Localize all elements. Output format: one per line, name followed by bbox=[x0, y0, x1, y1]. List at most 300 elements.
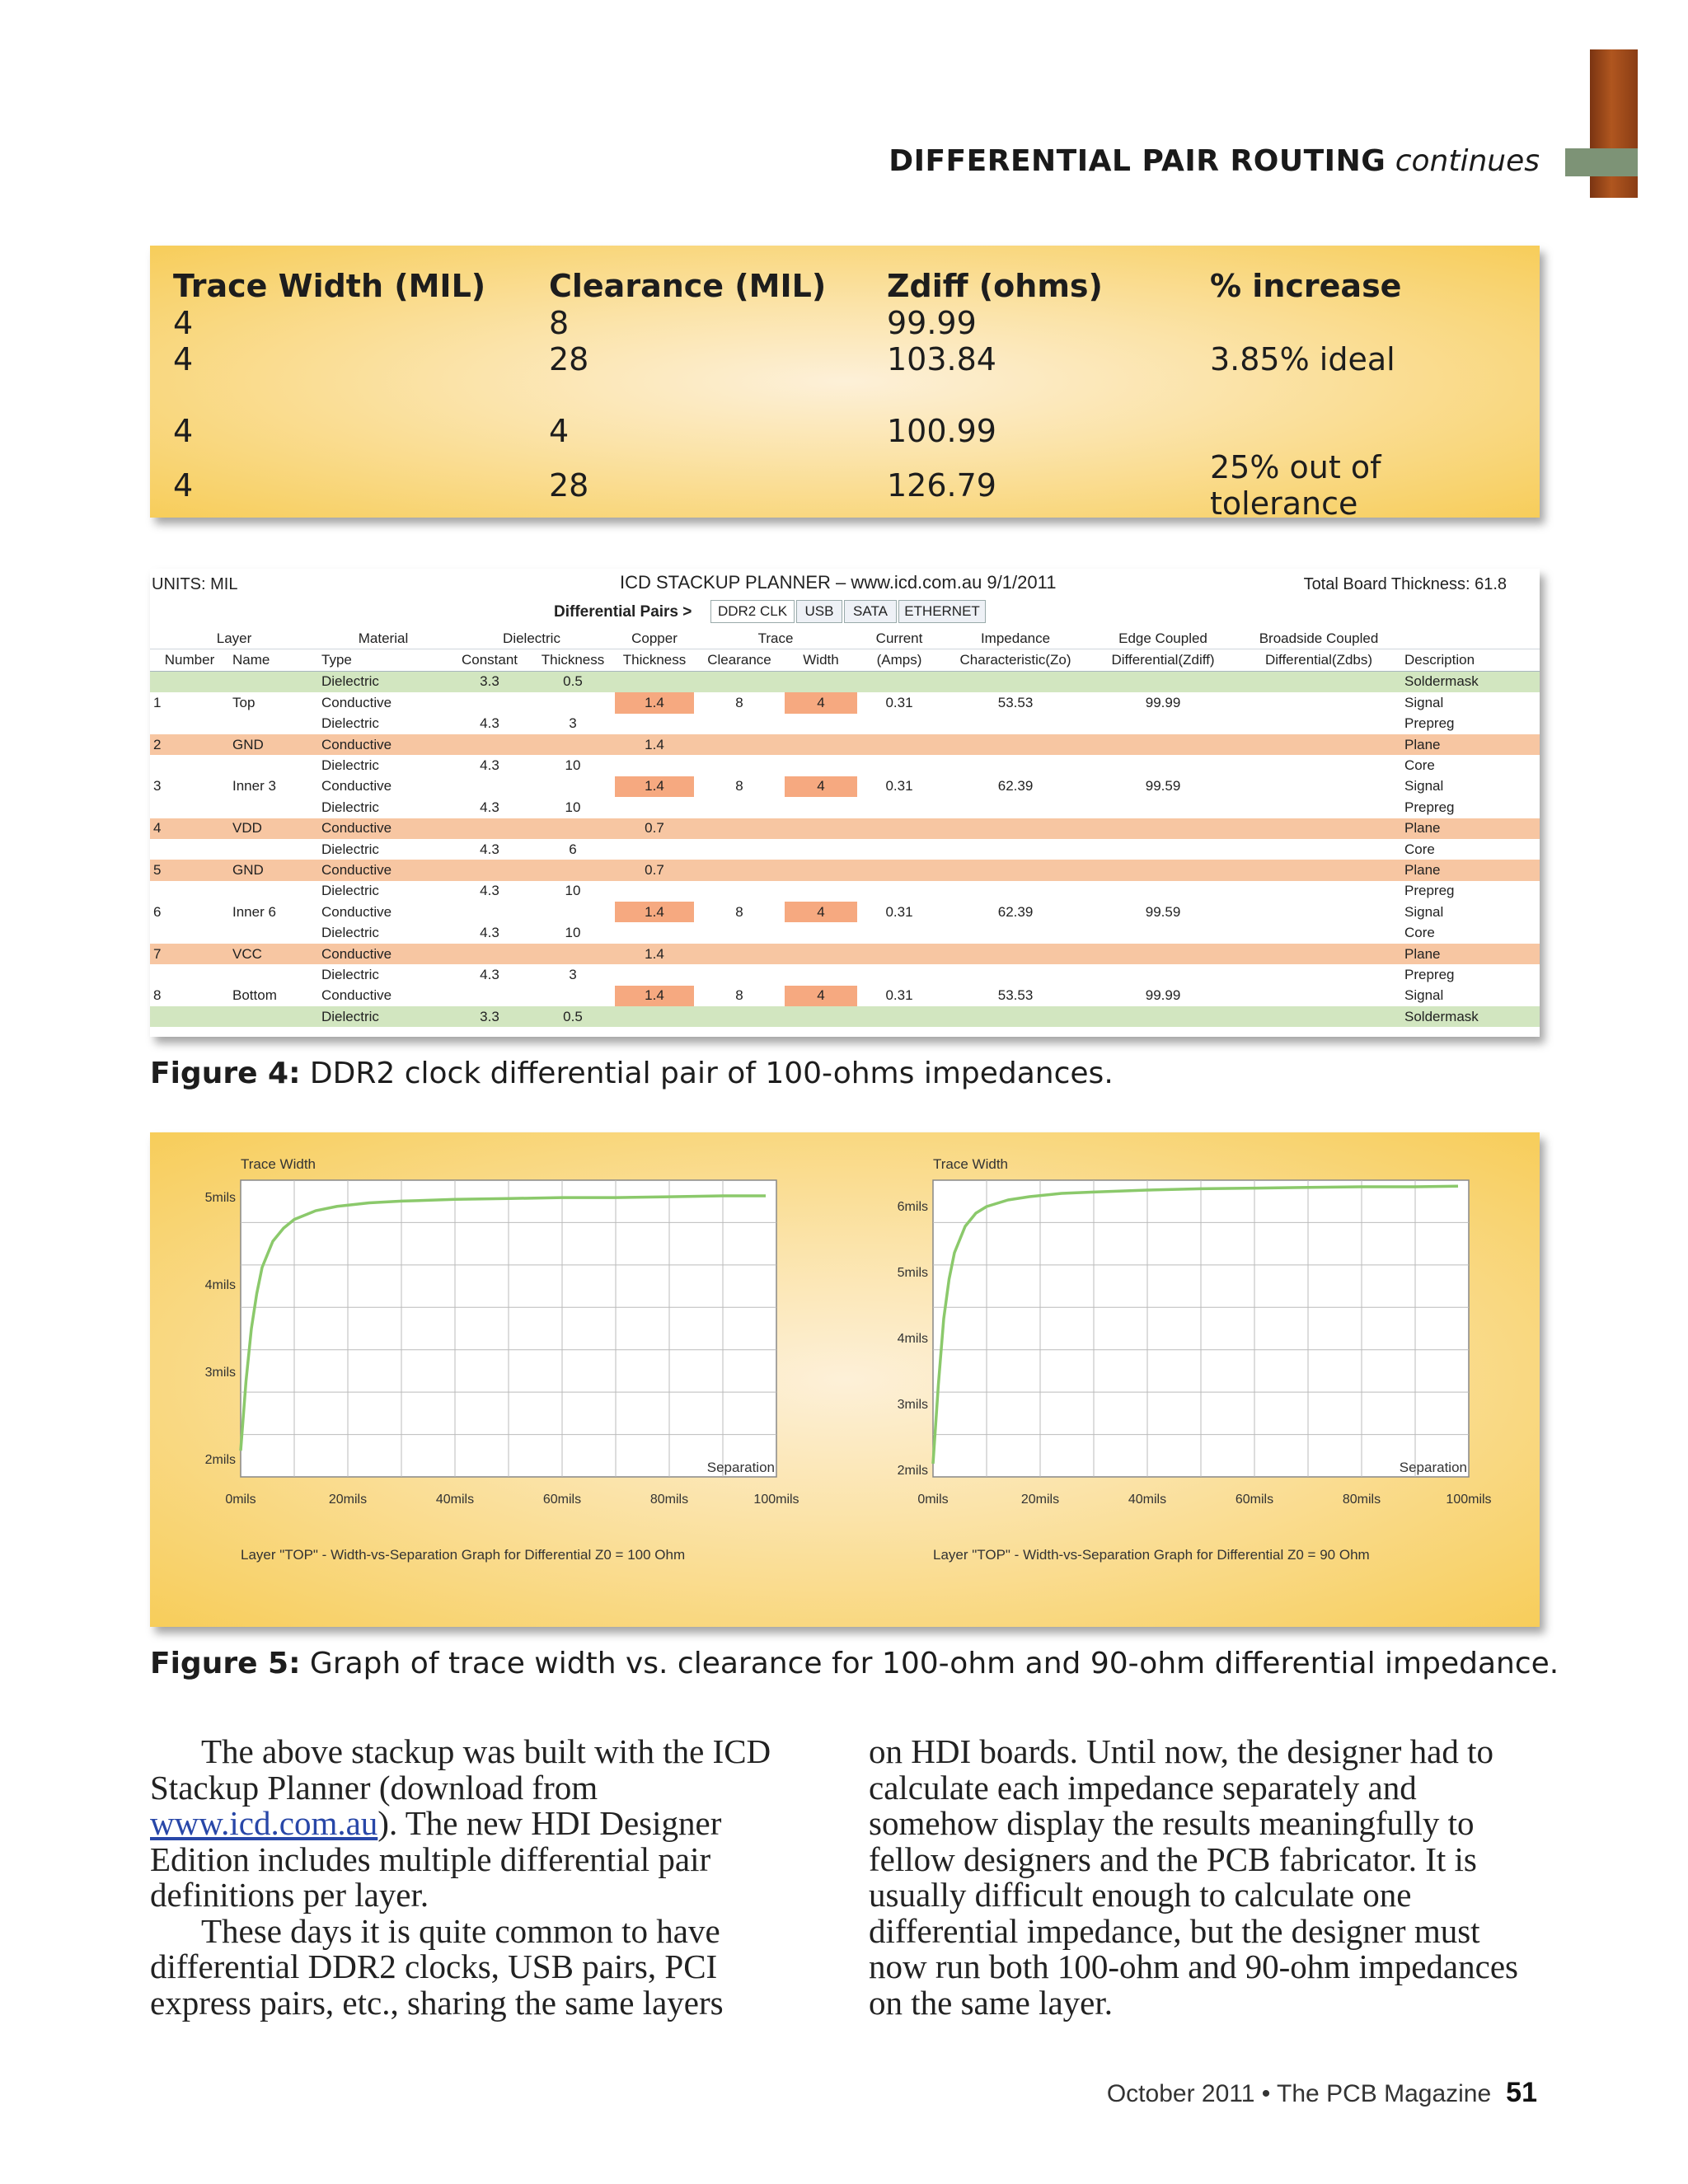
stackup-cell[interactable] bbox=[1236, 818, 1401, 839]
stackup-cell[interactable] bbox=[448, 818, 531, 839]
x-tick-label: 20mils bbox=[1020, 1493, 1060, 1507]
figure4-text: DDR2 clock differential pair of 100-ohms impedances. bbox=[300, 1057, 1114, 1090]
stackup-cell[interactable] bbox=[448, 986, 531, 1006]
column-header: Type bbox=[318, 649, 448, 671]
stackup-cell[interactable] bbox=[150, 1006, 229, 1027]
stackup-group-header bbox=[150, 628, 1540, 649]
stackup-cell[interactable] bbox=[941, 714, 1090, 734]
stackup-cell bbox=[229, 881, 318, 902]
stackup-cell[interactable]: Soldermask bbox=[1401, 1006, 1540, 1027]
x-tick-label: 40mils bbox=[435, 1493, 475, 1507]
stackup-cell[interactable]: Signal bbox=[1401, 902, 1540, 922]
stackup-cell[interactable] bbox=[694, 1006, 785, 1027]
stackup-cell bbox=[229, 797, 318, 818]
stackup-cell[interactable]: 3.3 bbox=[448, 671, 531, 692]
zdiff-cell: 4 bbox=[173, 341, 194, 377]
stackup-table bbox=[150, 628, 1540, 1027]
stackup-cell[interactable]: 8 bbox=[150, 986, 229, 1006]
stackup-cell[interactable] bbox=[785, 839, 857, 860]
tab-ethernet[interactable]: ETHERNET bbox=[898, 600, 986, 623]
stackup-cell[interactable] bbox=[785, 860, 857, 880]
stackup-cell[interactable] bbox=[941, 671, 1090, 692]
stackup-cell[interactable]: 5 bbox=[150, 860, 229, 880]
group-trace: Trace bbox=[694, 628, 857, 649]
stackup-cell[interactable] bbox=[615, 1006, 694, 1027]
zdiff-cell: 103.84 bbox=[887, 341, 996, 377]
stackup-cell[interactable] bbox=[941, 818, 1090, 839]
stackup-cell[interactable] bbox=[694, 734, 785, 755]
group-copper: Copper bbox=[615, 628, 694, 649]
stackup-cell[interactable]: 1.4 bbox=[615, 944, 694, 964]
paragraph bbox=[150, 1734, 801, 1914]
stackup-cell: Top bbox=[229, 692, 318, 713]
stackup-cell bbox=[229, 922, 318, 943]
stackup-row bbox=[150, 755, 1540, 776]
stackup-cell[interactable]: Plane bbox=[1401, 818, 1540, 839]
stackup-cell[interactable]: Core bbox=[1401, 922, 1540, 943]
tab-sata[interactable]: SATA bbox=[844, 600, 897, 623]
stackup-cell[interactable] bbox=[1236, 734, 1401, 755]
icd-link[interactable]: www.icd.com.au bbox=[150, 1804, 378, 1842]
stackup-cell[interactable]: 99.59 bbox=[1090, 902, 1236, 922]
stackup-cell: VCC bbox=[229, 944, 318, 964]
stackup-cell[interactable] bbox=[941, 1006, 1090, 1027]
stackup-cell: Dielectric bbox=[318, 755, 448, 776]
stackup-cell[interactable] bbox=[1236, 944, 1401, 964]
stackup-cell[interactable] bbox=[694, 922, 785, 943]
running-head bbox=[889, 144, 1540, 178]
x-tick-label: 0mils bbox=[917, 1493, 949, 1507]
stackup-cell[interactable] bbox=[785, 714, 857, 734]
stackup-cell[interactable]: Prepreg bbox=[1401, 714, 1540, 734]
tab-usb[interactable]: USB bbox=[796, 600, 842, 623]
stackup-cell[interactable] bbox=[615, 671, 694, 692]
stackup-cell[interactable]: 99.99 bbox=[1090, 986, 1236, 1006]
stackup-cell[interactable] bbox=[941, 734, 1090, 755]
stackup-cell[interactable]: Plane bbox=[1401, 860, 1540, 880]
stackup-cell[interactable]: 0.31 bbox=[857, 776, 941, 797]
stackup-cell[interactable]: 62.39 bbox=[941, 902, 1090, 922]
header-percent-increase: % increase bbox=[1210, 268, 1402, 304]
stackup-cell[interactable] bbox=[694, 797, 785, 818]
stackup-cell[interactable] bbox=[1236, 714, 1401, 734]
chart-100-ohm bbox=[158, 1141, 842, 1619]
stackup-cell[interactable]: Prepreg bbox=[1401, 797, 1540, 818]
stackup-cell[interactable] bbox=[615, 714, 694, 734]
stackup-cell[interactable] bbox=[448, 860, 531, 880]
stackup-cell[interactable]: 4.3 bbox=[448, 964, 531, 985]
paragraph: on HDI boards. Until now, the designer had to calculate each impedance separately and somehow display the results meaningfully to fellow designers and the PCB fabricator. It is usually difficult enough to calculate one differential impedance, but the designer must now run both 100-ohm and 90-ohm impedances on the same layer. bbox=[869, 1732, 1518, 2022]
stackup-cell[interactable] bbox=[615, 922, 694, 943]
stackup-cell[interactable] bbox=[615, 755, 694, 776]
zdiff-cell: 4 bbox=[173, 305, 194, 341]
stackup-column-header bbox=[150, 649, 1540, 671]
stackup-cell bbox=[229, 1006, 318, 1027]
stackup-cell: Dielectric bbox=[318, 714, 448, 734]
stackup-cell[interactable] bbox=[531, 986, 615, 1006]
y-tick-label: 5mils bbox=[204, 1191, 236, 1206]
stackup-cell[interactable]: 10 bbox=[531, 797, 615, 818]
stackup-cell[interactable] bbox=[1090, 839, 1236, 860]
stackup-cell[interactable] bbox=[531, 734, 615, 755]
stackup-cell[interactable] bbox=[694, 755, 785, 776]
stackup-cell: Dielectric bbox=[318, 839, 448, 860]
corner-bar-decoration bbox=[1565, 148, 1638, 176]
stackup-cell[interactable] bbox=[448, 902, 531, 922]
stackup-row bbox=[150, 692, 1540, 713]
stackup-cell[interactable] bbox=[531, 692, 615, 713]
stackup-cell[interactable] bbox=[1090, 964, 1236, 985]
group-blank bbox=[1401, 628, 1540, 649]
stackup-cell[interactable]: 4 bbox=[785, 986, 857, 1006]
stackup-cell[interactable] bbox=[1090, 944, 1236, 964]
stackup-row bbox=[150, 922, 1540, 943]
stackup-cell[interactable]: 3 bbox=[531, 964, 615, 985]
stackup-cell[interactable] bbox=[1236, 755, 1401, 776]
stackup-cell: Conductive bbox=[318, 692, 448, 713]
zdiff-cell: 28 bbox=[549, 467, 589, 504]
x-tick-label: 60mils bbox=[1235, 1493, 1274, 1507]
planner-title: ICD STACKUP PLANNER – www.icd.com.au 9/1/2011 bbox=[620, 572, 1057, 593]
footer-text: October 2011 • The PCB Magazine bbox=[1106, 2080, 1492, 2107]
stackup-cell[interactable] bbox=[1236, 902, 1401, 922]
stackup-cell[interactable]: 4.3 bbox=[448, 839, 531, 860]
stackup-cell: Dielectric bbox=[318, 922, 448, 943]
stackup-cell[interactable] bbox=[615, 881, 694, 902]
x-tick-label: 20mils bbox=[328, 1493, 368, 1507]
stackup-cell: Conductive bbox=[318, 818, 448, 839]
stackup-cell[interactable]: 6 bbox=[531, 839, 615, 860]
stackup-cell[interactable] bbox=[1090, 818, 1236, 839]
zdiff-table-row bbox=[173, 341, 1523, 377]
stackup-cell[interactable] bbox=[1090, 671, 1236, 692]
stackup-cell[interactable]: 99.59 bbox=[1090, 776, 1236, 797]
stackup-planner-screenshot bbox=[150, 569, 1540, 1037]
stackup-cell[interactable]: 53.53 bbox=[941, 986, 1090, 1006]
stackup-cell[interactable] bbox=[150, 922, 229, 943]
stackup-cell[interactable]: Plane bbox=[1401, 944, 1540, 964]
stackup-cell[interactable] bbox=[785, 755, 857, 776]
stackup-row bbox=[150, 734, 1540, 755]
zdiff-cell: 100.99 bbox=[887, 413, 996, 449]
stackup-cell[interactable] bbox=[941, 839, 1090, 860]
stackup-cell[interactable] bbox=[150, 714, 229, 734]
stackup-cell[interactable] bbox=[785, 1006, 857, 1027]
paragraph: These days it is quite common to have differential DDR2 clocks, USB pairs, PCI express pairs, etc., sharing the same layers bbox=[150, 1911, 724, 2022]
stackup-cell[interactable] bbox=[448, 734, 531, 755]
charts-panel bbox=[150, 1132, 1540, 1627]
stackup-cell[interactable]: 1.4 bbox=[615, 902, 694, 922]
units-label: UNITS: MIL bbox=[152, 575, 238, 593]
stackup-cell: Inner 3 bbox=[229, 776, 318, 797]
stackup-cell[interactable]: 0.5 bbox=[531, 671, 615, 692]
stackup-cell[interactable]: 8 bbox=[694, 692, 785, 713]
stackup-cell[interactable] bbox=[941, 881, 1090, 902]
stackup-cell[interactable] bbox=[531, 944, 615, 964]
stackup-cell[interactable]: 3 bbox=[531, 714, 615, 734]
stackup-cell[interactable] bbox=[1090, 714, 1236, 734]
stackup-cell[interactable] bbox=[857, 734, 941, 755]
page-footer bbox=[1107, 2077, 1537, 2109]
stackup-cell[interactable] bbox=[1090, 1006, 1236, 1027]
stackup-cell[interactable] bbox=[857, 797, 941, 818]
stackup-cell[interactable] bbox=[1236, 881, 1401, 902]
stackup-cell[interactable] bbox=[1236, 671, 1401, 692]
stackup-cell[interactable] bbox=[531, 818, 615, 839]
stackup-cell[interactable]: 4 bbox=[785, 776, 857, 797]
stackup-cell[interactable]: 0.31 bbox=[857, 986, 941, 1006]
stackup-cell[interactable]: 53.53 bbox=[941, 692, 1090, 713]
column-header: Width bbox=[785, 649, 857, 671]
stackup-cell[interactable] bbox=[1236, 797, 1401, 818]
stackup-cell[interactable] bbox=[785, 818, 857, 839]
group-current: Current bbox=[857, 628, 941, 649]
stackup-cell[interactable] bbox=[1090, 755, 1236, 776]
stackup-cell[interactable]: 1.4 bbox=[615, 986, 694, 1006]
column-header: (Amps) bbox=[857, 649, 941, 671]
stackup-cell[interactable] bbox=[941, 944, 1090, 964]
stackup-cell[interactable] bbox=[1236, 964, 1401, 985]
stackup-cell[interactable] bbox=[1236, 922, 1401, 943]
stackup-cell[interactable] bbox=[857, 922, 941, 943]
stackup-cell[interactable]: Signal bbox=[1401, 692, 1540, 713]
stackup-cell[interactable]: 8 bbox=[694, 776, 785, 797]
stackup-cell[interactable] bbox=[941, 797, 1090, 818]
stackup-cell[interactable]: 0.31 bbox=[857, 692, 941, 713]
stackup-cell[interactable]: 4 bbox=[785, 902, 857, 922]
stackup-cell[interactable] bbox=[1090, 734, 1236, 755]
y-tick-label: 2mils bbox=[897, 1464, 928, 1478]
stackup-cell[interactable]: 4.3 bbox=[448, 922, 531, 943]
stackup-cell[interactable] bbox=[1236, 860, 1401, 880]
stackup-cell[interactable] bbox=[941, 922, 1090, 943]
zdiff-cell bbox=[1210, 413, 1523, 449]
column-header: Description bbox=[1401, 649, 1540, 671]
stackup-cell[interactable] bbox=[785, 734, 857, 755]
stackup-cell[interactable] bbox=[694, 671, 785, 692]
diff-pairs-label: Differential Pairs > bbox=[554, 603, 692, 621]
stackup-row bbox=[150, 902, 1540, 922]
column-header: Differential(Zdbs) bbox=[1236, 649, 1401, 671]
stackup-cell[interactable] bbox=[1236, 776, 1401, 797]
stackup-cell[interactable] bbox=[531, 776, 615, 797]
stackup-cell[interactable]: 1.4 bbox=[615, 776, 694, 797]
y-tick-label: 5mils bbox=[897, 1266, 928, 1280]
figure5-label: Figure 5: bbox=[150, 1647, 301, 1680]
stackup-cell[interactable] bbox=[150, 881, 229, 902]
figure4-label: Figure 4: bbox=[150, 1057, 301, 1090]
stackup-cell: GND bbox=[229, 734, 318, 755]
stackup-row bbox=[150, 714, 1540, 734]
stackup-cell[interactable] bbox=[785, 964, 857, 985]
zdiff-table-row bbox=[173, 449, 1523, 522]
stackup-cell: Conductive bbox=[318, 734, 448, 755]
figure5-caption bbox=[150, 1647, 1559, 1680]
stackup-cell: Bottom bbox=[229, 986, 318, 1006]
stackup-cell[interactable] bbox=[1090, 922, 1236, 943]
stackup-cell[interactable]: 1.4 bbox=[615, 734, 694, 755]
stackup-cell[interactable]: Core bbox=[1401, 839, 1540, 860]
stackup-row bbox=[150, 671, 1540, 692]
stackup-cell[interactable] bbox=[615, 839, 694, 860]
stackup-cell[interactable] bbox=[694, 964, 785, 985]
stackup-cell[interactable] bbox=[448, 776, 531, 797]
stackup-cell[interactable] bbox=[857, 860, 941, 880]
stackup-cell[interactable] bbox=[694, 860, 785, 880]
zdiff-table-row bbox=[173, 413, 1523, 449]
column-header: Clearance bbox=[694, 649, 785, 671]
stackup-title-bar bbox=[150, 569, 1540, 598]
section-continues: continues bbox=[1395, 144, 1540, 178]
group-layer: Layer bbox=[150, 628, 318, 649]
stackup-cell[interactable]: 4.3 bbox=[448, 755, 531, 776]
stackup-cell[interactable]: 1.4 bbox=[615, 692, 694, 713]
stackup-cell bbox=[229, 671, 318, 692]
stackup-cell[interactable]: 6 bbox=[150, 902, 229, 922]
stackup-row bbox=[150, 986, 1540, 1006]
stackup-cell[interactable] bbox=[150, 797, 229, 818]
stackup-cell[interactable] bbox=[857, 818, 941, 839]
stackup-cell[interactable] bbox=[1236, 839, 1401, 860]
stackup-cell[interactable] bbox=[785, 797, 857, 818]
stackup-cell bbox=[229, 755, 318, 776]
stackup-cell[interactable] bbox=[785, 944, 857, 964]
stackup-cell[interactable] bbox=[785, 922, 857, 943]
stackup-row bbox=[150, 964, 1540, 985]
stackup-cell[interactable]: 4 bbox=[150, 818, 229, 839]
zdiff-cell: 126.79 bbox=[887, 467, 996, 504]
stackup-cell[interactable] bbox=[448, 692, 531, 713]
stackup-cell[interactable]: 4.3 bbox=[448, 797, 531, 818]
stackup-cell[interactable] bbox=[694, 714, 785, 734]
stackup-cell[interactable]: 1 bbox=[150, 692, 229, 713]
stackup-cell[interactable] bbox=[448, 944, 531, 964]
stackup-cell[interactable]: 3.3 bbox=[448, 1006, 531, 1027]
group-impedance: Impedance bbox=[941, 628, 1090, 649]
zdiff-table-row bbox=[173, 305, 1523, 341]
stackup-cell: Conductive bbox=[318, 776, 448, 797]
stackup-cell[interactable]: 7 bbox=[150, 944, 229, 964]
stackup-cell[interactable] bbox=[1236, 986, 1401, 1006]
x-axis-label: Separation bbox=[706, 1460, 775, 1475]
stackup-cell[interactable]: 0.31 bbox=[857, 902, 941, 922]
stackup-cell[interactable] bbox=[857, 944, 941, 964]
column-header: Thickness bbox=[531, 649, 615, 671]
stackup-cell: Conductive bbox=[318, 860, 448, 880]
stackup-cell[interactable]: Prepreg bbox=[1401, 881, 1540, 902]
x-axis-label: Separation bbox=[1399, 1460, 1467, 1475]
stackup-cell[interactable] bbox=[694, 944, 785, 964]
zdiff-cell bbox=[549, 377, 887, 413]
stackup-cell[interactable] bbox=[150, 839, 229, 860]
header-trace-width: Trace Width (MIL) bbox=[173, 268, 486, 304]
stackup-cell[interactable]: 4.3 bbox=[448, 714, 531, 734]
stackup-cell[interactable] bbox=[531, 860, 615, 880]
stackup-cell[interactable] bbox=[150, 964, 229, 985]
stackup-cell[interactable] bbox=[857, 671, 941, 692]
stackup-cell[interactable] bbox=[694, 839, 785, 860]
stackup-cell[interactable] bbox=[1090, 881, 1236, 902]
stackup-cell[interactable] bbox=[615, 964, 694, 985]
stackup-cell[interactable]: Signal bbox=[1401, 776, 1540, 797]
header-clearance: Clearance (MIL) bbox=[549, 268, 827, 304]
stackup-cell[interactable]: Signal bbox=[1401, 986, 1540, 1006]
zdiff-cell: 99.99 bbox=[887, 305, 977, 341]
stackup-cell[interactable]: 4 bbox=[785, 692, 857, 713]
zdiff-cell bbox=[1210, 377, 1523, 413]
stackup-cell: VDD bbox=[229, 818, 318, 839]
stackup-cell: Dielectric bbox=[318, 881, 448, 902]
paragraph-text: ). The new HDI Designer Edition includes multiple differential pair definitions per layer. bbox=[150, 1804, 722, 1914]
stackup-cell bbox=[229, 964, 318, 985]
stackup-cell[interactable]: 4.3 bbox=[448, 881, 531, 902]
tab-ddr2-clk[interactable]: DDR2 CLK bbox=[710, 600, 795, 623]
stackup-cell[interactable] bbox=[1090, 860, 1236, 880]
stackup-cell[interactable] bbox=[857, 714, 941, 734]
stackup-cell[interactable]: 10 bbox=[531, 755, 615, 776]
stackup-cell[interactable] bbox=[857, 964, 941, 985]
stackup-cell[interactable] bbox=[531, 902, 615, 922]
stackup-cell[interactable] bbox=[150, 671, 229, 692]
stackup-cell[interactable]: 62.39 bbox=[941, 776, 1090, 797]
stackup-cell[interactable]: 8 bbox=[694, 986, 785, 1006]
stackup-cell[interactable] bbox=[941, 860, 1090, 880]
zdiff-cell: 4 bbox=[549, 413, 570, 449]
stackup-cell[interactable] bbox=[941, 964, 1090, 985]
stackup-cell[interactable] bbox=[1090, 797, 1236, 818]
stackup-cell[interactable]: Soldermask bbox=[1401, 671, 1540, 692]
stackup-cell[interactable] bbox=[1236, 692, 1401, 713]
stackup-cell[interactable] bbox=[857, 755, 941, 776]
stackup-cell[interactable] bbox=[857, 839, 941, 860]
x-tick-label: 80mils bbox=[1342, 1493, 1381, 1507]
stackup-cell[interactable]: 0.7 bbox=[615, 860, 694, 880]
stackup-cell[interactable]: Plane bbox=[1401, 734, 1540, 755]
stackup-cell[interactable] bbox=[694, 818, 785, 839]
stackup-row bbox=[150, 860, 1540, 880]
stackup-cell[interactable]: 8 bbox=[694, 902, 785, 922]
stackup-cell[interactable] bbox=[941, 755, 1090, 776]
stackup-cell[interactable]: 10 bbox=[531, 922, 615, 943]
paragraph-text: The above stackup was built with the ICD Stackup Planner (download from bbox=[150, 1732, 771, 1807]
stackup-cell[interactable] bbox=[857, 1006, 941, 1027]
stackup-cell[interactable]: 0.7 bbox=[615, 818, 694, 839]
stackup-cell[interactable]: 2 bbox=[150, 734, 229, 755]
stackup-cell[interactable] bbox=[1236, 1006, 1401, 1027]
stackup-cell[interactable]: 3 bbox=[150, 776, 229, 797]
stackup-cell[interactable]: Prepreg bbox=[1401, 964, 1540, 985]
zdiff-table-header bbox=[173, 267, 1523, 305]
stackup-cell[interactable]: 10 bbox=[531, 881, 615, 902]
stackup-cell[interactable] bbox=[857, 881, 941, 902]
stackup-cell[interactable] bbox=[785, 671, 857, 692]
stackup-cell[interactable] bbox=[150, 755, 229, 776]
stackup-cell[interactable]: 0.5 bbox=[531, 1006, 615, 1027]
stackup-cell[interactable] bbox=[694, 881, 785, 902]
body-column-right bbox=[869, 1734, 1520, 2021]
stackup-cell[interactable] bbox=[785, 881, 857, 902]
stackup-row bbox=[150, 881, 1540, 902]
y-axis-label: Trace Width bbox=[241, 1156, 316, 1172]
column-header: Number bbox=[150, 649, 229, 671]
stackup-cell[interactable]: 99.99 bbox=[1090, 692, 1236, 713]
y-tick-label: 6mils bbox=[897, 1200, 928, 1214]
column-header: Name bbox=[229, 649, 318, 671]
zdiff-cell: 4 bbox=[173, 413, 194, 449]
stackup-cell[interactable]: Core bbox=[1401, 755, 1540, 776]
stackup-row bbox=[150, 818, 1540, 839]
stackup-cell[interactable] bbox=[615, 797, 694, 818]
